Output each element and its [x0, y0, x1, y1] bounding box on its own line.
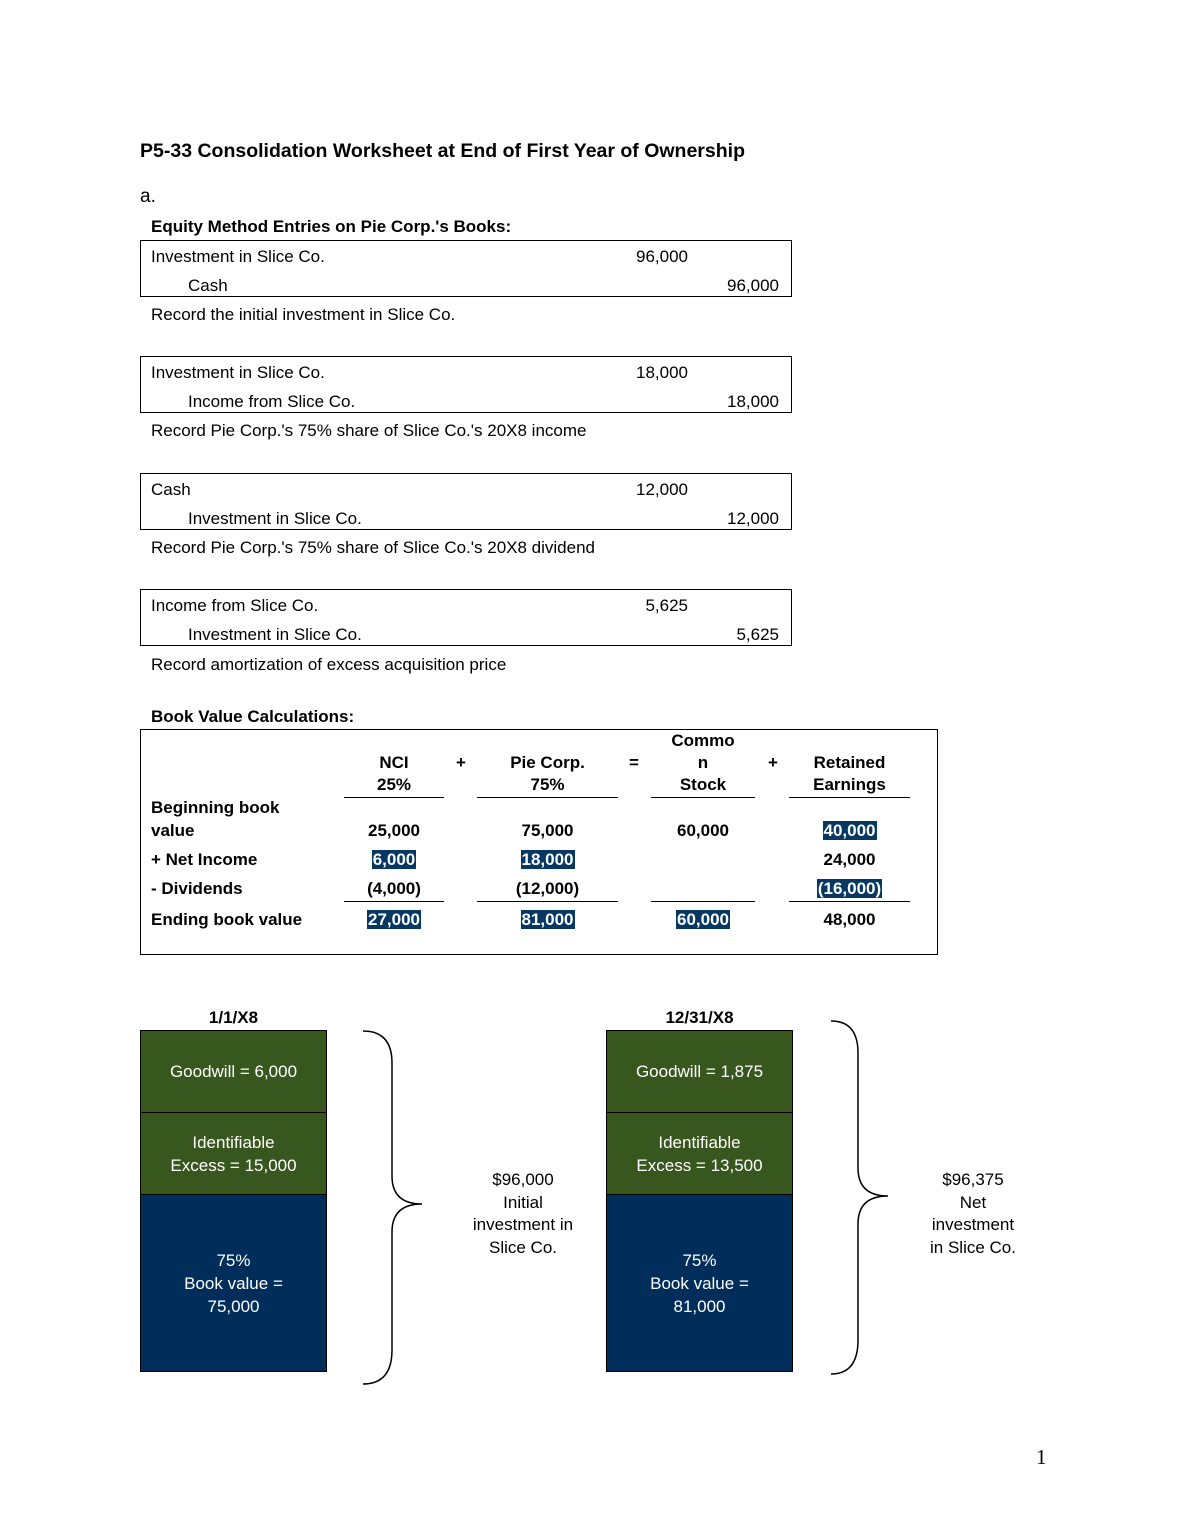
- cell-pie-income: 18,000: [521, 850, 574, 869]
- debit-amount: 5,625: [645, 596, 688, 615]
- sum-rule: [344, 901, 444, 902]
- diagram-date-left: 1/1/X8: [208, 1008, 259, 1027]
- entry-memo-1: Record the initial investment in Slice Co.: [151, 305, 456, 324]
- header-re-2: Earnings: [813, 775, 886, 794]
- credit-amount: 12,000: [727, 509, 779, 528]
- equity-heading: Equity Method Entries on Pie Corp.'s Books:: [151, 217, 512, 236]
- book-value-block-right: 75% Book value = 81,000: [606, 1194, 793, 1372]
- credit-account: Investment in Slice Co.: [188, 509, 362, 528]
- header-cs-2: n: [697, 753, 709, 772]
- brace-left: [360, 1028, 430, 1388]
- header-plus-2: +: [768, 753, 778, 772]
- header-cs-1: Commo: [671, 731, 735, 750]
- part-label: a.: [140, 186, 156, 207]
- journal-entry-4: [140, 589, 792, 646]
- page-number: 1: [1036, 1445, 1047, 1469]
- brace-label-right: $96,375 Net investment in Slice Co.: [930, 1170, 1016, 1257]
- entry-memo-2: Record Pie Corp.'s 75% share of Slice Co.'s 20X8 income: [151, 421, 587, 440]
- header-plus-1: +: [456, 753, 466, 772]
- debit-account: Investment in Slice Co.: [151, 363, 325, 382]
- header-pie: Pie Corp.: [510, 753, 585, 772]
- debit-amount: 18,000: [636, 363, 688, 382]
- header-cs-3: Stock: [679, 775, 727, 794]
- row-label: Beginning book: [151, 798, 280, 817]
- header-rule: [344, 797, 444, 798]
- brace-label-left: $96,000 Initial investment in Slice Co.: [472, 1170, 574, 1257]
- debit-account: Investment in Slice Co.: [151, 247, 325, 266]
- page-title: P5-33 Consolidation Worksheet at End of First Year of Ownership: [140, 140, 745, 162]
- row-label: - Dividends: [151, 879, 243, 898]
- goodwill-block-left: Goodwill = 6,000: [140, 1030, 327, 1113]
- cell-pie-begin: 75,000: [521, 821, 574, 840]
- sum-rule: [651, 901, 755, 902]
- credit-account: Cash: [188, 276, 228, 295]
- cell-nci-begin: 25,000: [368, 821, 420, 840]
- entry-memo-3: Record Pie Corp.'s 75% share of Slice Co.'s 20X8 dividend: [151, 538, 596, 557]
- debit-account: Cash: [151, 480, 191, 499]
- cell-nci-end: 27,000: [368, 910, 420, 929]
- goodwill-block-right: Goodwill = 1,875: [606, 1030, 793, 1113]
- credit-account: Income from Slice Co.: [188, 392, 356, 411]
- diagram-date-right: 12/31/X8: [665, 1008, 734, 1027]
- row-label: Ending book value: [151, 910, 303, 929]
- cell-pie-end: 81,000: [521, 910, 574, 929]
- bv-heading: Book Value Calculations:: [151, 707, 355, 726]
- sum-rule: [789, 901, 910, 902]
- credit-account: Investment in Slice Co.: [188, 625, 362, 644]
- header-rule: [477, 797, 618, 798]
- debit-account: Income from Slice Co.: [151, 596, 319, 615]
- cell-re-div: (16,000): [817, 879, 882, 898]
- cell-re-income: 24,000: [823, 850, 876, 869]
- row-label: + Net Income: [151, 850, 258, 869]
- journal-entry-2: [140, 356, 792, 413]
- credit-amount: 5,625: [736, 625, 779, 644]
- header-rule: [651, 797, 755, 798]
- debit-amount: 12,000: [636, 480, 688, 499]
- cell-re-end: 48,000: [823, 910, 876, 929]
- excess-block-left: Identifiable Excess = 15,000: [140, 1112, 327, 1195]
- header-re: Retained: [813, 753, 886, 772]
- cell-nci-div: (4,000): [367, 879, 421, 898]
- row-label: value: [151, 821, 195, 840]
- credit-amount: 18,000: [727, 392, 779, 411]
- book-value-block-left: 75% Book value = 75,000: [140, 1194, 327, 1372]
- excess-block-right: Identifiable Excess = 13,500: [606, 1112, 793, 1195]
- sum-rule: [477, 901, 618, 902]
- header-rule: [789, 797, 910, 798]
- header-pie-pct: 75%: [530, 775, 565, 794]
- journal-entry-3: [140, 473, 792, 530]
- cell-cs-end: 60,000: [677, 910, 729, 929]
- header-nci: NCI: [379, 753, 409, 772]
- cell-nci-income: 6,000: [372, 850, 416, 869]
- cell-re-begin: 40,000: [823, 821, 876, 840]
- credit-amount: 96,000: [727, 276, 779, 295]
- cell-pie-div: (12,000): [515, 879, 580, 898]
- brace-right: [828, 1018, 898, 1380]
- entry-memo-4: Record amortization of excess acquisition price: [151, 655, 507, 674]
- cell-cs-begin: 60,000: [677, 821, 729, 840]
- journal-entry-1: [140, 240, 792, 297]
- header-equals: =: [629, 753, 639, 772]
- debit-amount: 96,000: [636, 247, 688, 266]
- header-nci-pct: 25%: [376, 775, 412, 794]
